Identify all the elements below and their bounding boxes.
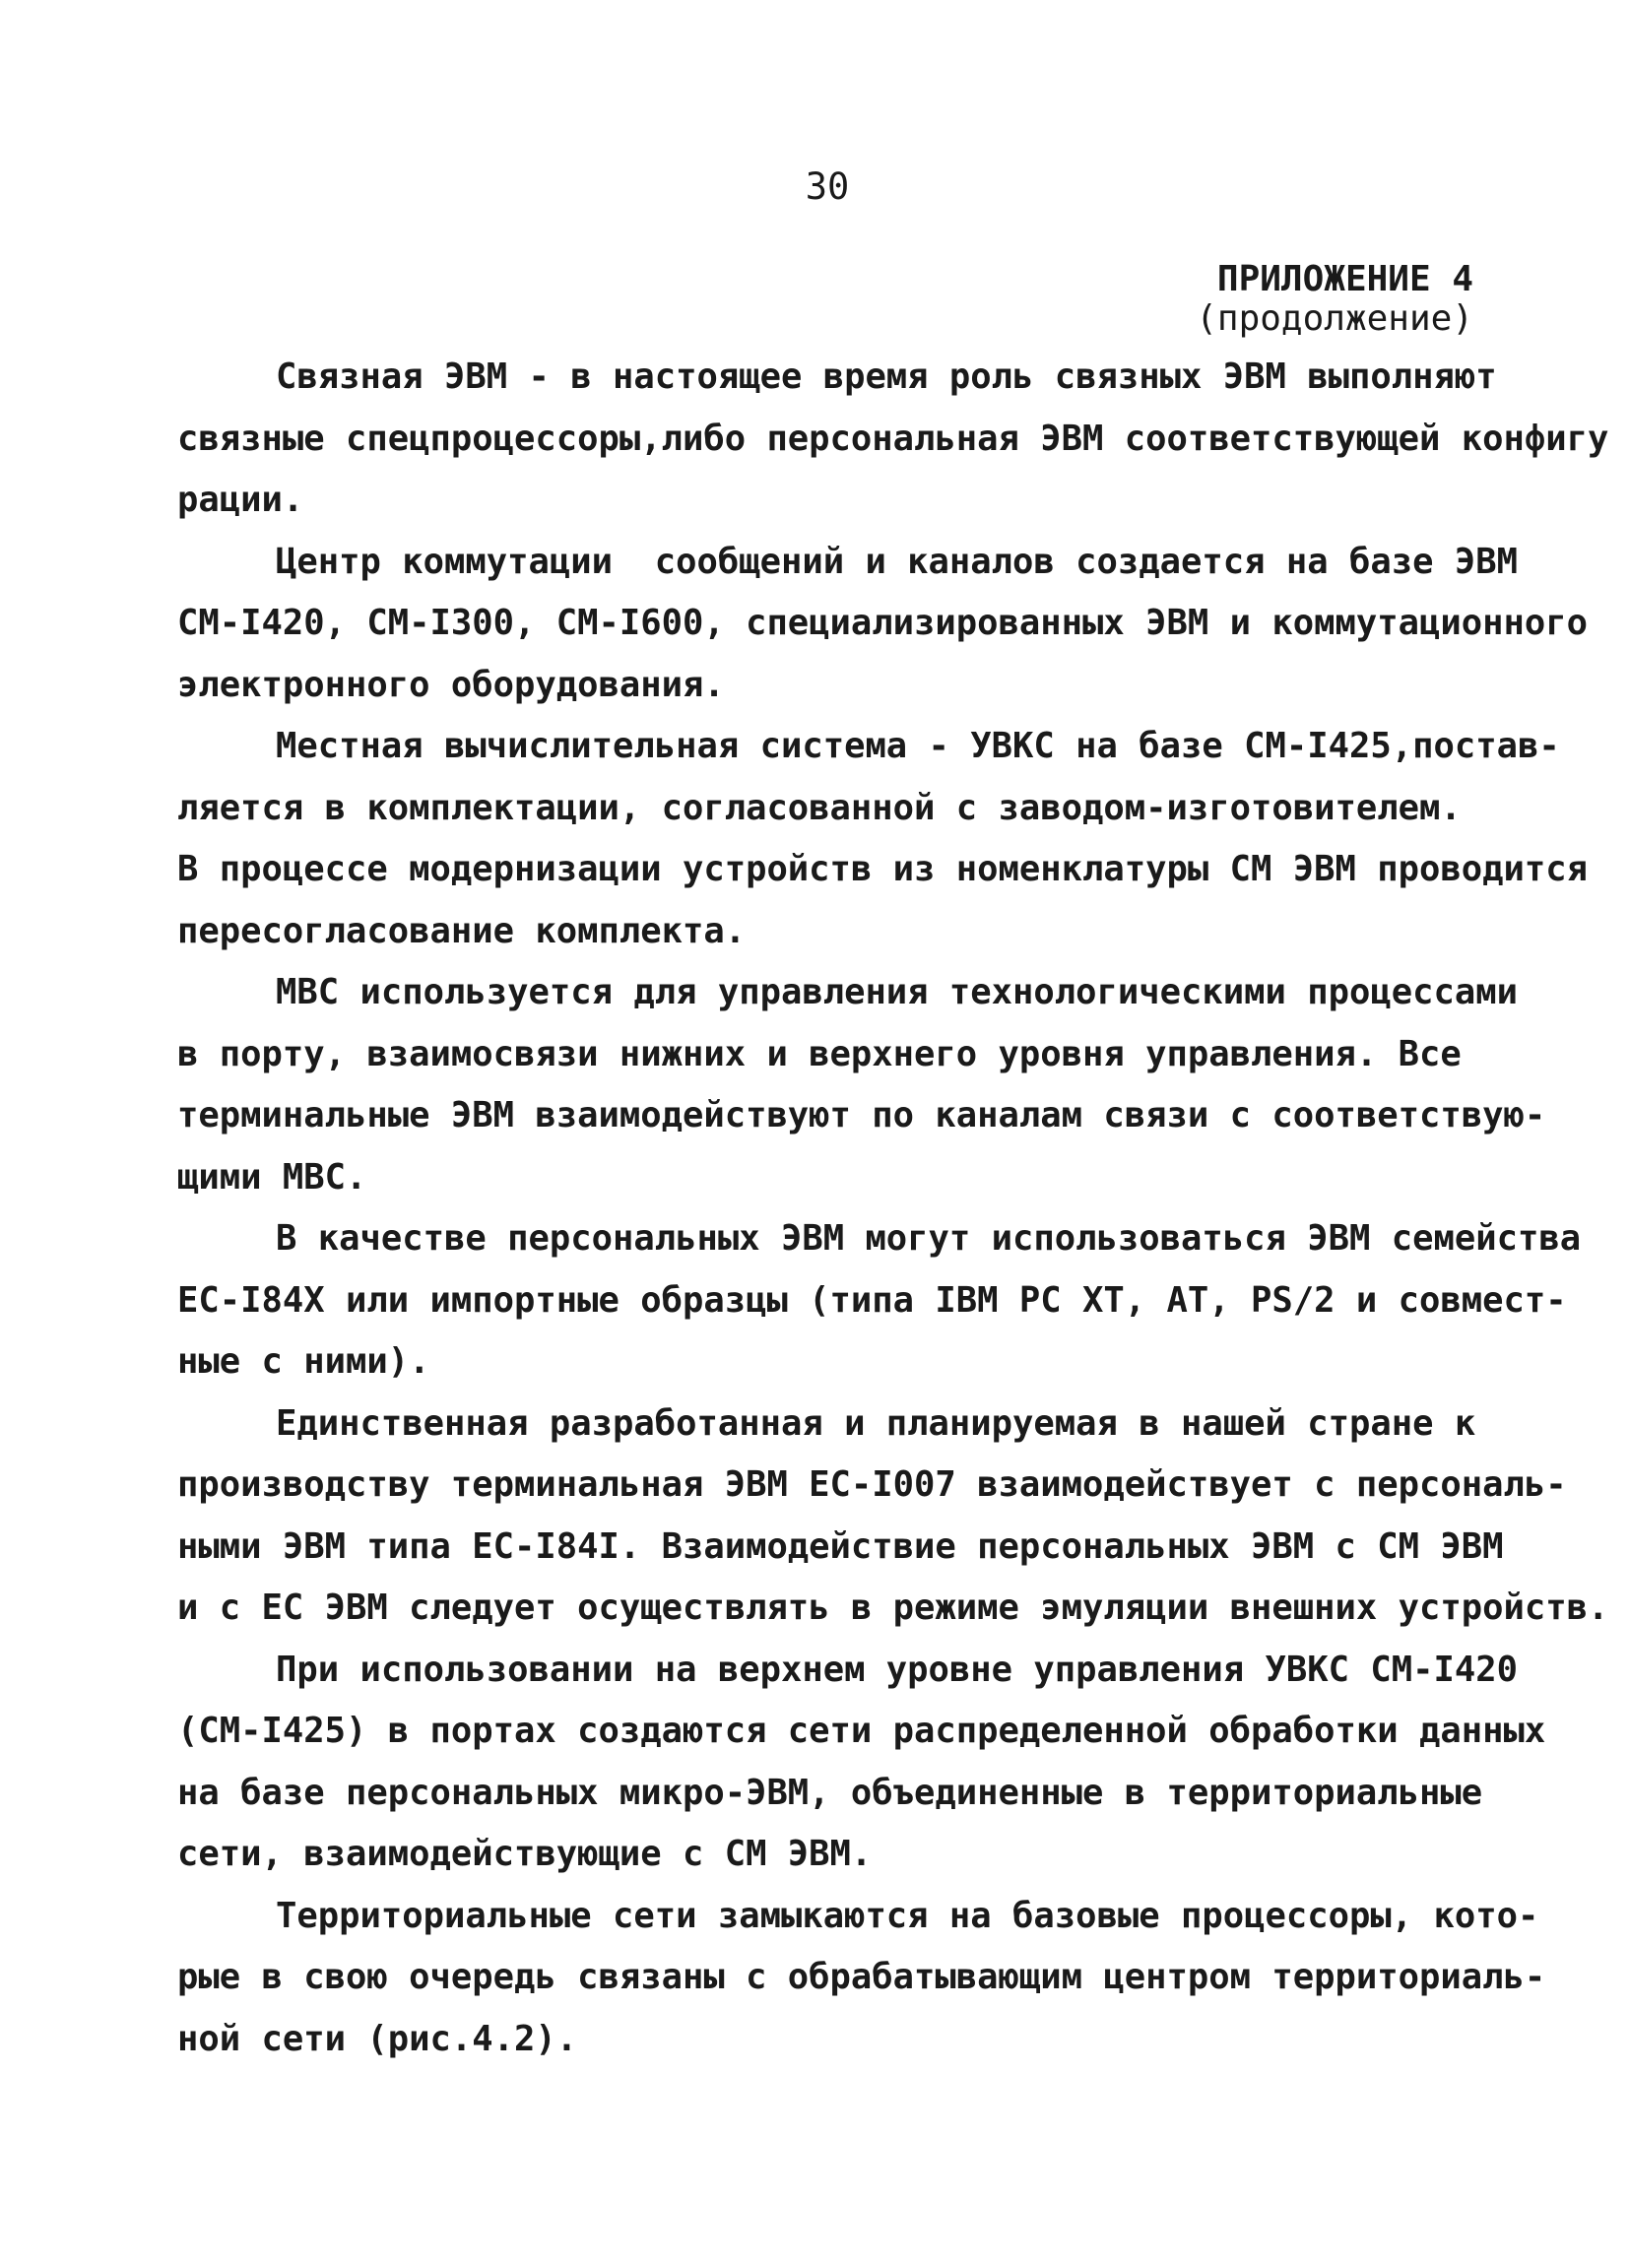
text-line: Территориальные сети замыкаются на базовые процессоры, кото-	[276, 1895, 1539, 1936]
appendix-subtitle: (продолжение)	[1196, 298, 1473, 339]
text-line: терминальные ЭВМ взаимодействуют по каналам связи с соответствую-	[177, 1095, 1546, 1135]
text-line: СМ-I420, СМ-I300, СМ-I600, специализированных ЭВМ и коммутационного	[177, 603, 1588, 643]
page-number: 30	[805, 165, 850, 208]
paragraph	[177, 1640, 1546, 1886]
text-line: связные спецпроцессоры,либо персональная ЭВМ соответствующей конфигу	[177, 418, 1609, 459]
text-line: МВС используется для управления технологическими процессами	[276, 972, 1518, 1012]
text-line: на базе персональных микро-ЭВМ, объединенные в территориальные	[177, 1772, 1483, 1813]
paragraph	[177, 716, 1588, 962]
text-line: При использовании на верхнем уровне управления УВКС СМ-I420	[276, 1649, 1518, 1690]
text-line: Единственная разработанная и планируемая в нашей стране к	[276, 1402, 1476, 1444]
text-line: щими МВС.	[177, 1156, 367, 1198]
text-line: ной сети (рис.4.2).	[177, 2018, 578, 2059]
text-line: Центр коммутации сообщений и каналов создается на базе ЭВМ	[276, 541, 1518, 582]
text-line: электронного оборудования.	[177, 664, 725, 705]
text-line: сети, взаимодействующие с СМ ЭВМ.	[177, 1834, 873, 1874]
text-line: ные с ними).	[177, 1341, 430, 1382]
text-line: пересогласование комплекта.	[177, 910, 747, 951]
paragraph	[177, 1393, 1609, 1640]
paragraph	[177, 962, 1546, 1208]
text-line: (СМ-I425) в портах создаются сети распределенной обработки данных	[177, 1711, 1546, 1751]
appendix-title: ПРИЛОЖЕНИЕ 4	[1216, 259, 1473, 299]
text-line: Местная вычислительная система - УВКС на базе СМ-I425,постав-	[276, 726, 1560, 766]
text-line: В процессе модернизации устройств из номенклатуры СМ ЭВМ проводится	[177, 849, 1588, 889]
text-line: и с ЕС ЭВМ следует осуществлять в режиме эмуляции внешних устройств.	[177, 1588, 1609, 1628]
text-line: рации.	[177, 480, 304, 520]
paragraph	[177, 1886, 1546, 2071]
text-line: в порту, взаимосвязи нижних и верхнего уровня управления. Все	[177, 1033, 1462, 1074]
appendix-heading	[1196, 260, 1473, 339]
text-line: ЕС-I84X или импортные образцы (типа IBM PC XT, AT, PS/2 и совмест-	[177, 1279, 1567, 1321]
text-line: рые в свою очередь связаны с обрабатывающим центром территориаль-	[177, 1957, 1546, 1997]
body-text	[177, 347, 1609, 2070]
text-line: ляется в комплектации, согласованной с заводом-изготовителем.	[177, 787, 1462, 828]
text-line: ными ЭВМ типа ЕС-I84I. Взаимодействие персональных ЭВМ с СМ ЭВМ	[177, 1525, 1504, 1567]
text-line: Связная ЭВМ - в настоящее время роль связных ЭВМ выполняют	[276, 356, 1497, 397]
text-line: производству терминальная ЭВМ ЕС-I007 взаимодействует с персональ-	[177, 1464, 1567, 1505]
paragraph	[177, 1208, 1582, 1393]
paragraph	[177, 532, 1588, 717]
text-line: В качестве персональных ЭВМ могут использоваться ЭВМ семейства	[276, 1218, 1582, 1259]
paragraph	[177, 347, 1609, 532]
